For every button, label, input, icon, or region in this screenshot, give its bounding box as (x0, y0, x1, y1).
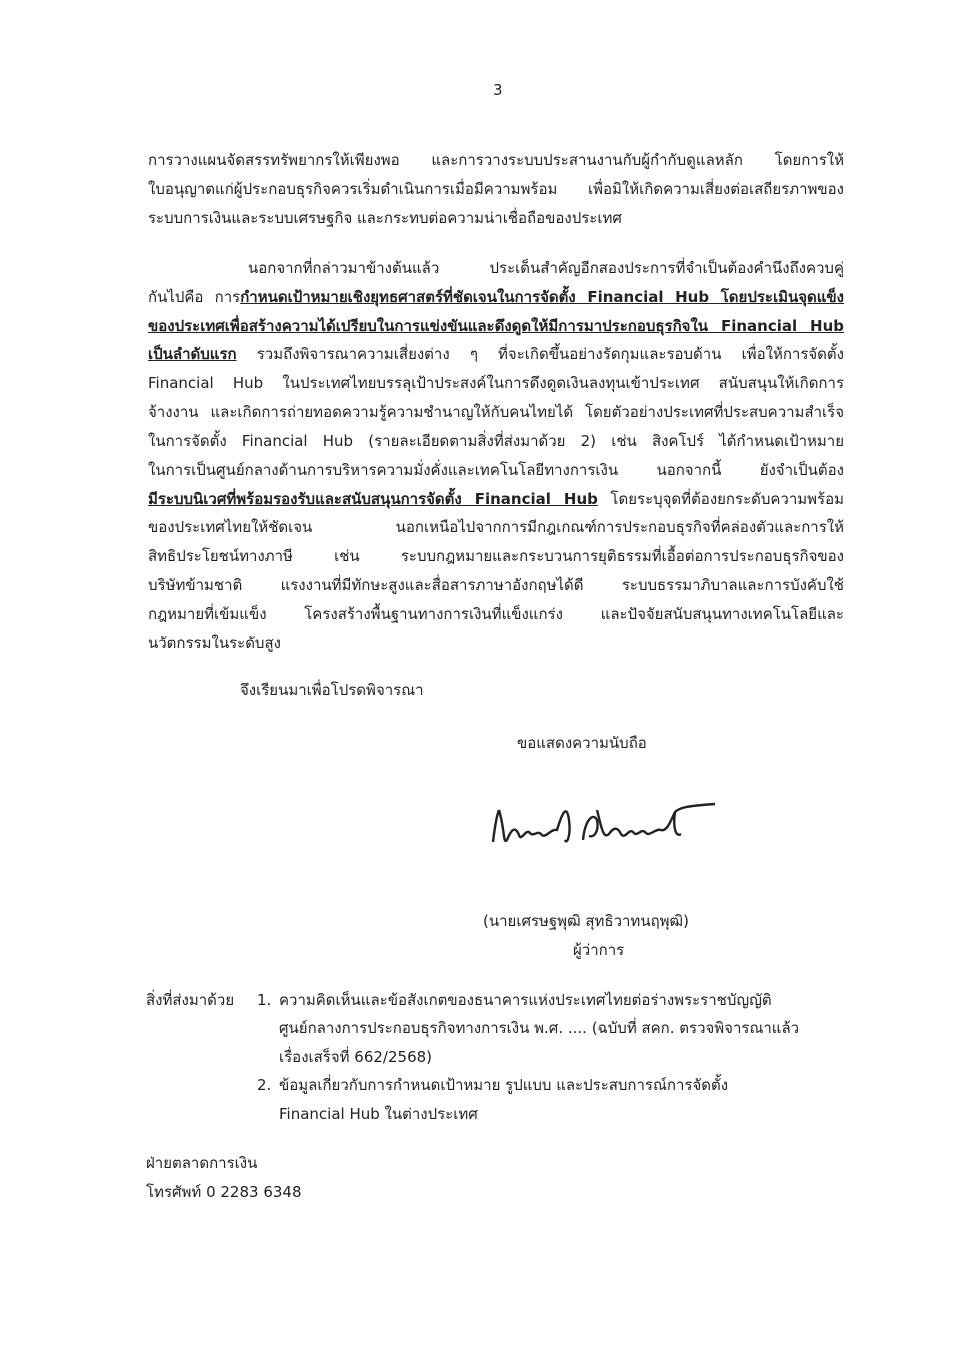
signature (485, 790, 725, 860)
para2-line: บริษัทข้ามชาติ แรงงานที่มีทักษะสูงและสื่อสารภาษาอังกฤษได้ดี ระบบธรรมาภิบาลและการบังคับใช้ (148, 576, 844, 594)
enclosure-line: ความคิดเห็นและข้อสังเกตของธนาคารแห่งประเทศไทยต่อร่างพระราชบัญญัติ (279, 991, 772, 1009)
signer-name: (นายเศรษฐพุฒิ สุทธิวาทนฤพุฒิ) (483, 912, 689, 930)
closing-text: จึงเรียนมาเพื่อโปรดพิจารณา (240, 681, 424, 699)
para2-line: Financial Hub ในประเทศไทยบรรลุเป้าประสงค์ในการดึงดูดเงินลงทุนเข้าประเทศ สนับสนุนให้เกิดการ (148, 374, 844, 392)
department: ฝ่ายตลาดการเงิน (146, 1154, 258, 1172)
para2-line (148, 287, 844, 307)
text: กันไปคือ การ (148, 288, 241, 306)
emphasis-text: กำหนดเป้าหมายเชิงยุทธศาสตร์ที่ชัดเจนในการจัดตั้ง Financial Hub โดยประเมินจุดแข็ง (240, 288, 844, 306)
signer-title: ผู้ว่าการ (573, 941, 625, 959)
para1-line: ใบอนุญาตแก่ผู้ประกอบธุรกิจควรเริ่มดำเนินการเมื่อมีความพร้อม เพื่อมิให้เกิดความเสี่ยงต่อเสถียรภาพของ (148, 180, 844, 198)
emphasis-text: เป็นลำดับแรก (148, 345, 237, 363)
enclosure-line: ศูนย์กลางการประกอบธุรกิจทางการเงิน พ.ศ. .... (ฉบับที่ สคก. ตรวจพิจารณาแล้ว (279, 1019, 800, 1037)
para2-line (148, 316, 844, 336)
text: รวมถึงพิจารณาความเสี่ยงต่าง ๆ ที่จะเกิดขึ้นอย่างรัดกุมและรอบด้าน เพื่อให้การจัดตั้ง (236, 345, 844, 363)
text: โดยระบุจุดที่ต้องยกระดับความพร้อม (597, 490, 844, 508)
emphasis-text: ของประเทศเพื่อสร้างความได้เปรียบในการแข่งขันและดึงดูดให้มีการมาประกอบธุรกิจใน Financial Hub (148, 317, 844, 335)
para2-line: กฎหมายที่เข้มแข็ง โครงสร้างพื้นฐานทางการเงินที่แข็งแกร่ง และปัจจัยสนับสนุนทางเทคโนโลยีและ (148, 605, 844, 623)
para2-line: ของประเทศไทยให้ชัดเจน นอกเหนือไปจากการมีกฎเกณฑ์การประกอบธุรกิจที่คล่องตัวและการให้ (148, 518, 844, 536)
regards-text: ขอแสดงความนับถือ (517, 734, 647, 752)
phone: โทรศัพท์ 0 2283 6348 (146, 1183, 302, 1201)
enclosure-number: 1. (257, 991, 272, 1009)
para2-line (148, 344, 844, 364)
para2-line (148, 489, 844, 509)
emphasis-text: มีระบบนิเวศที่พร้อมรองรับและสนับสนุนการจัดตั้ง Financial Hub (148, 490, 598, 508)
enclosure-line: ข้อมูลเกี่ยวกับการกำหนดเป้าหมาย รูปแบบ และประสบการณ์การจัดตั้ง (279, 1076, 729, 1094)
para2-line: สิทธิประโยชน์ทางภาษี เช่น ระบบกฎหมายและกระบวนการยุติธรรมที่เอื้อต่อการประกอบธุรกิจของ (148, 547, 844, 565)
para1-line: การวางแผนจัดสรรทรัพยากรให้เพียงพอ และการวางระบบประสานงานกับผู้กำกับดูแลหลัก โดยการให้ (148, 151, 844, 169)
enclosure-number: 2. (257, 1076, 272, 1094)
para2-line: จ้างงาน และเกิดการถ่ายทอดความรู้ความชำนาญให้กับคนไทยได้ โดยตัวอย่างประเทศที่ประสบความสำเร็จ (148, 403, 844, 421)
para2-line: นอกจากที่กล่าวมาข้างต้นแล้ว ประเด็นสำคัญอีกสองประการที่จำเป็นต้องคำนึงถึงควบคู่ (248, 259, 844, 277)
enclosure-line: Financial Hub ในต่างประเทศ (279, 1105, 478, 1123)
page-number: 3 (493, 81, 503, 99)
enclosures-label: สิ่งที่ส่งมาด้วย (146, 991, 235, 1009)
para2-line: ในการเป็นศูนย์กลางด้านการบริหารความมั่งคั่งและเทคโนโลยีทางการเงิน นอกจากนี้ ยังจำเป็นต้อง (148, 461, 844, 479)
para2-line: ในการจัดตั้ง Financial Hub (รายละเอียดตามสิ่งที่ส่งมาด้วย 2) เช่น สิงคโปร์ ได้กำหนดเป้าหมาย (148, 432, 844, 450)
para1-line: ระบบการเงินและระบบเศรษฐกิจ และกระทบต่อความน่าเชื่อถือของประเทศ (148, 209, 622, 227)
enclosure-line: เรื่องเสร็จที่ 662/2568) (279, 1048, 433, 1066)
para2-line: นวัตกรรมในระดับสูง (148, 634, 281, 652)
